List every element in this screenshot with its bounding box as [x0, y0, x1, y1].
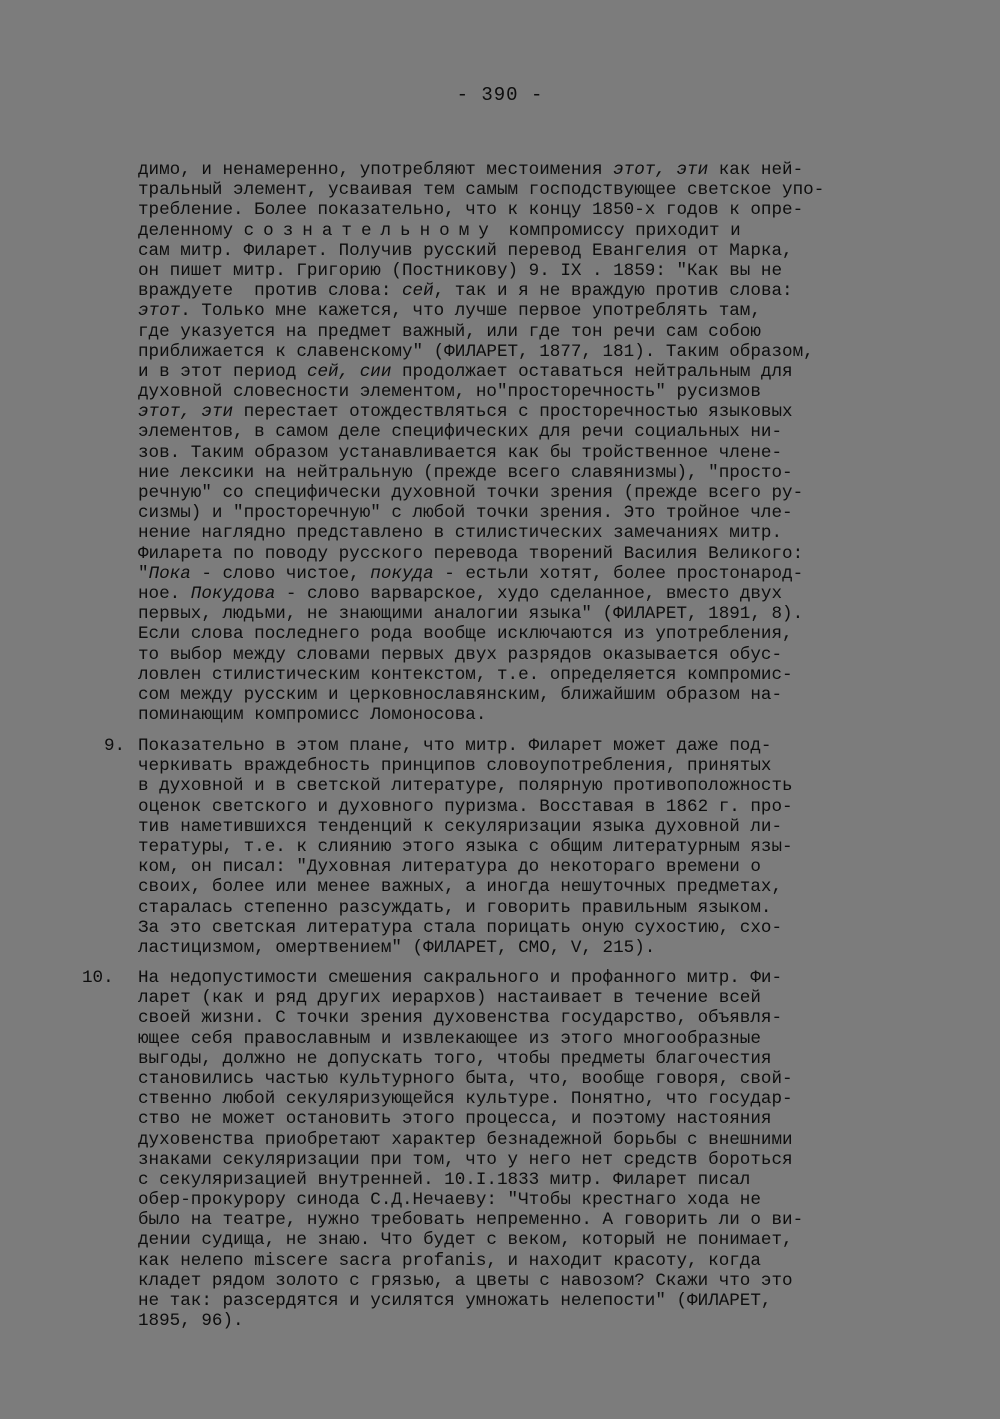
- text-line: становились частью культурного быта, что, вообще говоря, свой-: [138, 1068, 793, 1089]
- text-segment: тральный элемент, усваивая тем самым господствующее светское упо-: [138, 180, 825, 201]
- text-line: [138, 665, 898, 685]
- text-line: духовенства приобретают характер безнадежной борьбы с внешними: [138, 1129, 793, 1150]
- text-segment: деленному: [138, 220, 244, 241]
- text-line: своей жизни. С точки зрения духовенства государство, объявля-: [138, 1008, 783, 1029]
- text-segment: Если слова последнего рода вообще исключаются из употребления,: [138, 624, 793, 645]
- text-segment: и в этот период: [138, 361, 307, 382]
- text-line: [138, 342, 898, 362]
- text-segment: то выбор между словами первых двух разрядов оказывается обус-: [138, 644, 783, 665]
- text-segment: ное.: [138, 583, 191, 604]
- text-line: ларет (как и ряд других иерархов) настаивает в течение всей: [138, 988, 761, 1009]
- text-line: На недопустимости смешения сакрального и профанного митр. Фи-: [138, 968, 783, 988]
- italic-segment: этот, эти: [613, 160, 709, 180]
- text-line: [138, 241, 898, 261]
- page-number: - 390 -: [456, 84, 544, 106]
- text-line: тив наметившихся тенденций к секуляризации языка духовной ли-: [138, 816, 783, 837]
- text-line: ственно любой секуляризующейся культуре. Понятно, что государ-: [138, 1089, 793, 1110]
- text-segment: зов. Таким образом устанавливается как бы тройственное члене-: [138, 442, 783, 463]
- text-line: [138, 645, 898, 665]
- text-segment: поминающим компромисс Ломоносова.: [138, 705, 487, 726]
- text-line: [138, 402, 898, 422]
- italic-segment: покуда: [370, 563, 434, 584]
- text-segment: компромиссу приходит и: [497, 220, 741, 241]
- text-segment: ловлен стилистическим контекстом, т.е. определяется компромис-: [138, 664, 793, 685]
- text-segment: требление. Более показательно, что к концу 1850-х годов к опре-: [138, 200, 804, 221]
- text-line: [138, 362, 898, 382]
- text-line: [138, 160, 898, 180]
- text-line: [138, 564, 898, 584]
- text-segment: он пишет митр. Григорию (Постникову) 9. IX . 1859: "Как вы не: [138, 260, 783, 281]
- text-segment: духовной словесности элементом, но"просторечность" русизмов: [138, 382, 761, 403]
- italic-segment: Пока: [148, 563, 191, 584]
- text-segment: продолжает оставаться нейтральным для: [391, 361, 793, 382]
- text-line: [138, 301, 898, 321]
- text-line: обер-прокурору синода С.Д.Нечаеву: "Чтобы крестнаго хода не: [138, 1190, 761, 1211]
- italic-segment: этот: [138, 301, 181, 322]
- text-line: своих, более или менее важных, а иногда нешуточных предметах,: [138, 877, 783, 898]
- continuation-paragraph: [138, 160, 898, 725]
- italic-segment: сей: [401, 281, 434, 302]
- text-segment: где указуется на предмет важный, или где тон речи сам собою: [138, 321, 761, 342]
- text-line: [138, 685, 898, 705]
- text-segment: речную" со специфически духовной точки зрения (прежде всего ру-: [138, 483, 804, 503]
- note-number-9: 9.: [104, 736, 126, 756]
- text-line: [138, 463, 898, 483]
- text-segment: , так и я не враждую против слова:: [433, 281, 793, 302]
- text-segment: нение наглядно представлено в стилистических замечаниях митр.: [138, 523, 783, 544]
- italic-segment: Покудова: [190, 583, 276, 604]
- italic-segment: этот, эти: [138, 402, 234, 423]
- text-line: ластицизмом, омертвением" (ФИЛАРЕТ, СМО, V, 215).: [138, 937, 656, 958]
- text-line: [138, 483, 898, 503]
- note-10-text: [138, 968, 898, 1331]
- text-segment: перестает отождествляться с просторечностью языковых: [233, 402, 793, 423]
- text-line: 1895, 96).: [138, 1311, 244, 1332]
- text-line: в духовной и в светской литературе, полярную противоположность: [138, 776, 793, 797]
- text-segment: как ней-: [708, 160, 804, 180]
- text-segment: элементов, в самом деле специфических для речи социальных ни-: [138, 422, 783, 443]
- text-segment: враждуете против слова:: [138, 281, 402, 302]
- text-line: выгоды, должно не допускать того, чтобы предметы благочестия: [138, 1048, 772, 1069]
- text-segment: - слово варварское, худо сделанное, вместо двух: [275, 583, 783, 604]
- text-line: ство не может остановить этого процесса, и поэтому настояния: [138, 1109, 772, 1130]
- text-segment: приближается к славенскому" (ФИЛАРЕТ, 1877, 181). Таким образом,: [138, 341, 814, 362]
- text-segment: - естьли хотят, более простонарод-: [433, 563, 804, 584]
- text-line: [138, 281, 898, 301]
- text-line: [138, 322, 898, 342]
- text-segment: сом между русским и церковнославянским, ближайшим образом на-: [138, 684, 783, 705]
- text-line: с секуляризацией внутренней. 10.I.1833 митр. Филарет писал: [138, 1169, 751, 1190]
- text-line: дении судища, не знаю. Что будет с веком, который не понимает,: [138, 1230, 793, 1251]
- text-line: [138, 443, 898, 463]
- text-line: [138, 200, 898, 220]
- text-segment: димо, и ненамеренно, употребляют местоимения: [138, 160, 614, 180]
- text-line: [138, 382, 898, 402]
- text-line: ющее себя православным и извлекающее из этого многообразные: [138, 1028, 761, 1049]
- text-line: [138, 604, 898, 624]
- text-line: [138, 422, 898, 442]
- text-line: Показательно в этом плане, что митр. Филарет может даже под-: [138, 736, 772, 756]
- text-line: [138, 261, 898, 281]
- text-segment: ние лексики на нейтральную (прежде всего славянизмы), "просто-: [138, 462, 793, 483]
- spaced-segment: сознательному: [243, 220, 498, 241]
- note-number-10: 10.: [82, 968, 114, 988]
- text-line: [138, 544, 898, 564]
- text-line: старалась степенно разсуждать, и говорить правильным языком.: [138, 897, 772, 918]
- text-line: тературы, т.е. к слиянию этого языка с общим литературным язы-: [138, 836, 793, 857]
- text-line: не так: разсердятся и усилятся умножать нелепости" (ФИЛАРЕТ,: [138, 1291, 772, 1311]
- note-9-text: [138, 736, 898, 958]
- text-line: кладет рядом золото с грязью, а цветы с навозом? Скажи что это: [138, 1270, 793, 1291]
- text-segment: сам митр. Филарет. Получив русский перевод Евангелия от Марка,: [138, 240, 793, 261]
- text-line: как нелепо miscere sacra profanis, и находит красоту, когда: [138, 1250, 761, 1271]
- text-line: [138, 180, 898, 200]
- text-line: [138, 221, 898, 241]
- text-line: [138, 503, 898, 523]
- text-line: За это светская литература стала порицать оную сухостию, схо-: [138, 917, 783, 938]
- text-line: [138, 705, 898, 725]
- text-segment: - слово чистое,: [190, 563, 371, 584]
- text-segment: первых, людьми, не знающими аналогии языка" (ФИЛАРЕТ, 1891, 8).: [138, 604, 804, 625]
- text-segment: сизмы) и "просторечную" с любой точки зрения. Это тройное чле-: [138, 503, 793, 524]
- text-line: оценок светского и духовного пуризма. Восставая в 1862 г. про-: [138, 796, 793, 817]
- text-segment: Филарета по поводу русского перевода творений Василия Великого:: [138, 543, 804, 564]
- text-segment: ": [138, 563, 149, 584]
- text-line: [138, 523, 898, 543]
- text-line: [138, 584, 898, 604]
- text-line: [138, 624, 898, 644]
- text-line: ком, он писал: "Духовная литература до некотораго времени о: [138, 857, 761, 878]
- text-segment: . Только мне кажется, что лучше первое употреблять там,: [180, 301, 761, 322]
- text-line: черкивать враждебность принципов словоупотребления, принятых: [138, 756, 772, 777]
- text-line: знаками секуляризации при том, что у него нет средств бороться: [138, 1149, 793, 1170]
- text-line: было на театре, нужно требовать непременно. А говорить ли о ви-: [138, 1210, 804, 1231]
- italic-segment: сей, сии: [306, 361, 392, 382]
